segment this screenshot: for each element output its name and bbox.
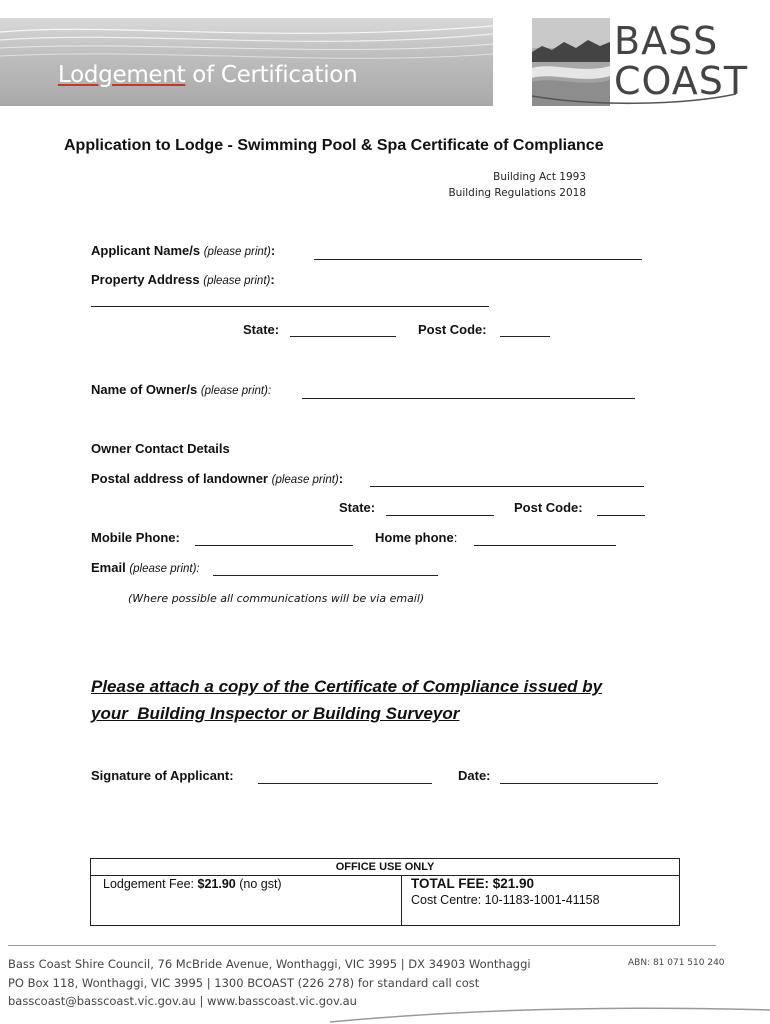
property-postcode-label: Post Code: <box>418 322 487 337</box>
owner-name-field[interactable] <box>302 398 635 399</box>
logo-text-bass: BASS <box>614 19 719 63</box>
attach-notice-line2: your Building Inspector or Building Surveyor <box>91 704 460 723</box>
footer-contact-line: basscoast@basscoast.vic.gov.au | www.basscoast.vic.gov.au <box>8 994 357 1008</box>
home-phone-label: Home phone: <box>375 530 458 545</box>
applicant-name-label: Applicant Name/s (please print): <box>91 243 276 258</box>
total-fee-text: TOTAL FEE: $21.90 <box>411 876 535 891</box>
form-title: Application to Lodge - Swimming Pool & Spa Certificate of Compliance <box>64 137 604 154</box>
postal-postcode-label: Post Code: <box>514 500 583 515</box>
property-address-label: Property Address (please print): <box>91 272 275 287</box>
building-act-ref: Building Act 1993 <box>493 171 586 183</box>
email-field[interactable] <box>213 575 438 576</box>
postal-state-field[interactable] <box>386 515 494 516</box>
office-use-heading: OFFICE USE ONLY <box>91 859 679 876</box>
footer-swoosh-graphic <box>330 1004 770 1024</box>
property-state-label: State: <box>243 322 280 337</box>
postal-address-label: Postal address of landowner (please print): <box>91 471 344 486</box>
signature-label: Signature of Applicant: <box>91 768 234 783</box>
cost-centre-text: Cost Centre: 10-1183-1001-41158 <box>411 893 600 907</box>
signature-field[interactable] <box>258 783 432 784</box>
office-table-divider <box>401 875 402 925</box>
home-phone-field[interactable] <box>474 545 616 546</box>
logo-swoosh-icon <box>530 92 740 108</box>
owner-name-label: Name of Owner/s (please print): <box>91 382 272 397</box>
mobile-phone-label: Mobile Phone: <box>91 530 180 545</box>
footer-address-line: Bass Coast Shire Council, 76 McBride Avenue, Wonthaggi, VIC 3995 | DX 34903 Wonthaggi <box>8 957 531 971</box>
date-field[interactable] <box>500 783 658 784</box>
owner-contact-heading: Owner Contact Details <box>91 441 230 456</box>
applicant-name-field[interactable] <box>314 259 642 260</box>
property-postcode-field[interactable] <box>500 336 550 337</box>
postal-postcode-field[interactable] <box>597 515 645 516</box>
lodgement-fee-text: Lodgement Fee: $21.90 (no gst) <box>103 877 282 891</box>
mobile-phone-field[interactable] <box>195 545 353 546</box>
property-address-field[interactable] <box>91 306 489 307</box>
banner-title: Lodgement of Certification <box>58 62 358 88</box>
property-state-field[interactable] <box>290 336 396 337</box>
email-label: Email (please print): <box>91 560 200 575</box>
office-use-table <box>90 858 680 926</box>
communication-note: (Where possible all communications will be via email) <box>128 592 425 605</box>
postal-state-label: State: <box>339 500 376 515</box>
footer-postal-line: PO Box 118, Wonthaggi, VIC 3995 | 1300 BCOAST (226 278) for standard call cost <box>8 976 480 990</box>
attach-notice-line1: Please attach a copy of the Certificate of Compliance issued by <box>91 677 603 696</box>
postal-address-field[interactable] <box>370 486 644 487</box>
footer-abn: ABN: 81 071 510 240 <box>628 958 725 968</box>
footer-divider <box>8 945 716 946</box>
building-regulations-ref: Building Regulations 2018 <box>448 187 586 199</box>
date-label: Date: <box>458 768 491 783</box>
logo-text-coast: COAST <box>614 59 749 103</box>
header-banner <box>0 18 493 106</box>
